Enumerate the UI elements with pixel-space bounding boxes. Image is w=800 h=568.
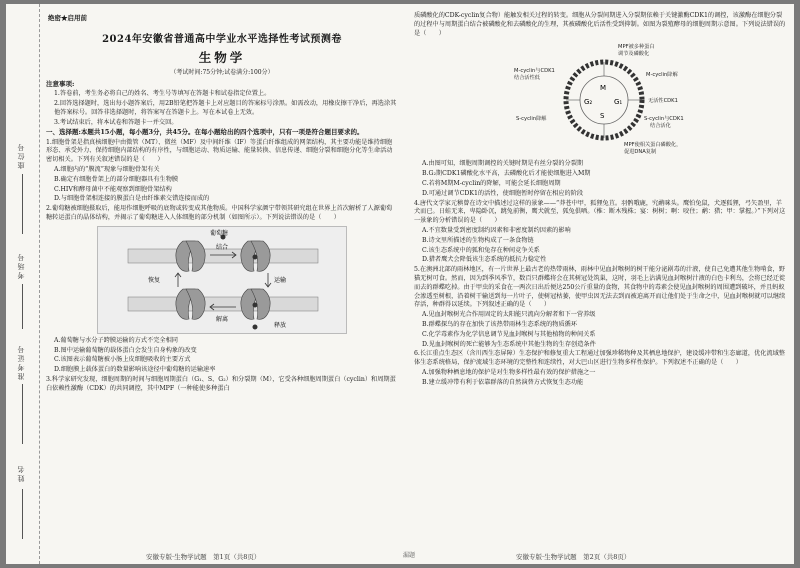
option: D.与细胞骨架相连接的膜蛋白是由纤维素交错连接而成的 [54,195,210,203]
binding-strip [6,4,40,564]
question-stem: 1.细胞骨架是指真核细胞中由微管（MT）、微丝（MF）及中间纤维（IF）等蛋白纤维组成的网架结构，其主要功能是维持细胞形态、承受外力、保持细胞内部结构的有序性，与细胞运动、物质运输、能量转换、信息传递、细胞分裂和细胞分化等生命活动密切相关。下列有关叙述错误的是（ ） [46,138,393,164]
question-stem: 2.葡萄糖被细胞摄取后，能用作细胞呼吸的底物或转变成其他物质。中国科学家颜宁带领其研究组在世界上首次解析了人源葡萄糖转运蛋白的晶体结构，并揭示了葡萄糖进入人体细胞的部分机制（如图所示）。下列说法错误的是（ ） [46,205,393,221]
right-column [414,12,786,389]
option: C.化学毒素作为化学信息调节见血封喉树与其他植物的种间关系 [422,330,596,338]
option: A.由图可知，细胞周期调控的关键时期是有丝分裂的分裂期 [422,160,584,168]
label-mcyclin-deg: M-cyclin降解 [646,72,678,79]
cell-cycle-figure [474,40,734,158]
option: A.见血封喉树光合作用固定的太阳能只流向分解者和下一营养级 [422,311,596,319]
label-mpf-bottom: MPF使相关蛋白磷酸化， [624,142,682,149]
note-item: 3.考试结束后，将本试卷和答题卡一并交回。 [54,118,178,126]
option: D.细胞膜上载体蛋白的数量影响该途径中葡萄糖的运输速率 [54,366,216,374]
label-dissociate: 解离 [216,315,229,323]
option: B.群蝶探鸟的存在加快了该热带雨林生态系统的物质循环 [422,320,578,328]
name-line [22,489,23,539]
notes-heading: 注意事项: [46,80,75,88]
question-stem: 3.科学家研究发现，细胞周期的时间与细胞周期蛋白（G₁、S、G₂）和分裂期（M），它受各种细胞周期蛋白（cyclin）和周期蛋白依赖性激酶（CDK）的共同调控，其中MPF（一种能使多种蛋白 [46,375,396,392]
exam-paper [6,4,794,564]
cell-cycle-diagram [474,40,734,158]
left-column [46,80,398,395]
phase-g1: G₁ [614,98,623,107]
option: C.若将M期M-cyclin的降解，可能会延长细胞周期 [422,179,561,187]
section-heading: 一、选择题:本题共15小题，每小题3分，共45分。在每小题给出的四个选项中，只有一项是符合题目要求的。 [46,128,364,137]
note-item: 2.回答选择题时，选出每小题答案后，用2B铅笔把答题卡上对应题目的答案标号涂黑。如需改动，用橡皮擦干净后，再选涂其他答案标号。回答非选择题时，将答案写在答题卡上。写在本试卷上无效。 [54,100,397,116]
seat-line [22,174,23,234]
label-mpf-bottom2: 促进DNA复制 [624,149,657,156]
option: A.细胞内的“膜流”现象与细胞骨架有关 [54,166,160,174]
secret-mark: 绝密★启用前 [48,14,87,22]
name-label: 姓名 [17,464,25,482]
ticket-number-label: 准考证号 [17,344,25,380]
option: B.确定有细胞骨架上的部分细胞器具有生物膜 [54,175,179,183]
option: D.猎者鹰犬会降低该生态系统的抵抗力稳定性 [422,256,547,264]
label-recover: 恢复 [148,276,161,284]
option: A.不宜数量受到密度制约因素和非密度制约因素的影响 [422,226,571,234]
option: D.见血封喉树的死亡能够为生态系统中其他生物的生存创造条件 [422,340,596,348]
option: B.G₂期CDK1磷酸化水平高，去磷酸化后才能使细胞进入M期 [422,170,591,178]
label-glucose: 葡萄糖 [210,229,229,237]
exam-title: 2024年安徽省普通高中学业水平选择性考试预测卷 [102,34,342,45]
option: A.葡萄糖与水分子跨膜运输的方式不完全相同 [54,336,178,344]
footer-mid: 漏题 [403,552,416,559]
footer-right: 安徽专版·生物学试题 第2页（共8页） [516,553,631,561]
label-bind: 结合 [216,243,229,251]
option: B.诗文里所描述的生物构成了一条食物链 [422,236,534,244]
label-mcyclin-cdk1: M-cyclin与CDK1 [514,68,555,75]
label-release: 释放 [274,321,287,329]
label-scyclin-bind: S-cyclin与CDK1 [644,116,684,123]
label-mpf-top: MPF被多种蛋白 [618,44,655,51]
option: A.加强物种栖息地的保护是对生物多样性最有效的保护措施之一 [422,368,596,376]
label-scyclin-deg: S-cyclin降解 [516,116,547,123]
phase-g2: G₂ [584,98,593,107]
label-bind-active: 结合活化 [650,123,671,130]
question-stem: 6.长江重点生态区（含川西生态屏障）生态保护和修复重大工程通过加强珍稀物种及其栖息地保护，建设缓冲带和生态廊道，优化流域整体生态系统格局，保护流域生态环境的完整性和连续性，对大巴山区进行生物多样性保护。下列叙述不正确的是（ ） [414,350,785,367]
label-mpf-top2: 调节及磷酸化 [618,51,650,58]
question-stem: 4.唐代文学家元稹曾在诗文中描述过这样的景象——“莽苍中甲，狐狸兔苴。羽鹘哦鹿，究鹬咪头。鹰怕兔鼠，犬逐狐狸，弓矢盈里，羊犬而已。日蛙无来，卑隐卧沉，跳兔前衡，鹰犬就至，狐兔俱哂。（椎：断木残株；宴：树树；啊：咬住；鹬：猎；甲：掌握。）”下列对这一景象的分析错误的是（ ） [414,199,786,225]
ticket-line [22,384,23,444]
cycle-labels [514,42,684,155]
label-bind-low: 结合活性低 [514,75,540,82]
seat-number-label: 座位号 [17,142,25,169]
exam-room-label: 考场号 [17,252,25,279]
question-stem: 5.在澳洲北部的雨林地区，有一片世界上最古老的热带雨林，雨林中见血封喉树的树干能分泌剧毒的汁液，使自己免遭其他生物啃食，野猫无树可食。然而，因为到季风季节，数百只群蝶将会在其树冠处筑巢，这时，羽毛上沾满见血封喉树汁液的白色卡利鸟，会将已经迁徙而去的群蝶吃掉。由于甲虫的采食在一两次日出后便达250公斤重量的食物，其食物中的毒素会使见血封喉树的周围遭到破坏，并且蚂蚁会渗透至树根，沿着树干输送到每一片叶子，使树冠枯萎，使甲虫因无法去到而被迫离开而让他们处于生命之中，见血封喉树就可以继续存活，种群得以延续。下列叙述正确的是（ ） [414,266,786,309]
glucose-transport-figure [97,226,347,334]
option: D.可通过调节CDK1的活性，使细胞暂时停留在相应的阶段 [422,189,584,197]
subject-title: 生物学 [198,50,246,65]
phase-m: M [600,84,607,93]
option: C.HIV和酵母菌中不能观察到细胞骨架结构 [54,185,172,193]
room-line [22,284,23,329]
option: B.图中运输葡萄糖的载体蛋白会发生自身构象的改变 [54,346,197,354]
cycle-dividers [566,62,642,138]
option: B.建立缓冲带有利于依靠群落的自然演替方式恢复生态功能 [422,378,584,386]
phase-s: S [600,112,605,121]
footer-left: 安徽专版·生物学试题 第1页（共8页） [146,553,261,561]
option: C.该生态系统中的狐和兔存在种间竞争关系 [422,246,540,254]
transport-diagram [98,227,348,335]
label-transport: 运输 [274,276,287,284]
option: C.该图表示葡萄糖被小肠上皮细胞吸收的主要方式 [54,356,191,364]
question-continuation: 质磷酸化的CDK-cyclin复合物）能触发相关过程的转变。细胞从分裂间期进入分裂期依赖于关键激酶CDK1的调控，该激酶在细胞分裂的过程中与周期蛋白结合被磷酸化和去磷酸化的生理，其被磷酸化后活性受到抑制。如图为裂殖酵母的细胞周期示意图。下列说法错误的是（ ） [414,12,786,37]
label-no-active: 无活性CDK1 [648,98,678,105]
note-item: 1.答卷前，考生务必将自己的姓名、考生号等填写在答题卡和试卷指定位置上。 [54,90,271,98]
exam-info: （考试时间:75分钟;试卷满分:100分） [170,69,274,76]
